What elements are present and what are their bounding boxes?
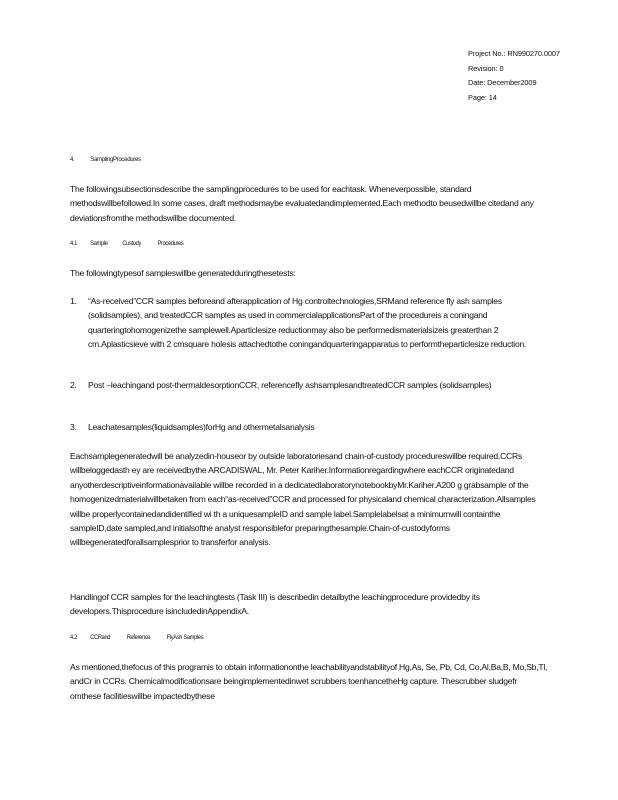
list-item-text: “As-received”CCR samples beforeand afterapplication of Hg controltechnologies,SRMand reference fly ash samples (solidsamples), and treatedCCR samples as used in commercialapplicationsPart of the procedureis a coningand quarteringtohomogenizethe samplewell.Aparticlesize reductionmay also be performedismaterialsizeis greaterthan 2 cm.Aplasticsieve with 2 cmsquare holesis attachedtothe coningandquarteringapparatus to performtheparticlesize reduction. — [88, 296, 527, 350]
section-heading-4 — [70, 156, 141, 163]
section-4-2-paragraph: As mentioned,thefocus of this programis to obtain informationonthe leachabilityandstabilityof Hg,As, Se, Pb, Cd, Co,Al,Ba,B, Mo,Sb,Tl, andCr in CCRs. Chemicalmodificationsare beingimplementedinwet scrubbers toenhancetheHg capture. Thescrubber sludgefr omthese facilitieswillbe impactedbythese — [70, 662, 548, 701]
heading-word: Sample — [90, 240, 108, 247]
page-number: Page: 14 — [468, 92, 497, 102]
section-4-1-paragraph-2: Handlingof CCR samples for the leachingtests (Task III) is describedin detailbythe leachingprocedure providedby its developers.Thisprocedure isincludedinAppendixA. — [70, 592, 480, 617]
date: Date: December2009 — [468, 78, 537, 87]
list-item — [70, 294, 548, 352]
list-item-number: 3. — [70, 422, 77, 432]
list-item — [70, 378, 548, 392]
page-header — [468, 47, 560, 105]
section-4-1-intro: The followingtypesof sampleswillbe generatedduringthesetests: — [70, 268, 296, 278]
section-4-1-paragraph-1: Eachsamplegeneratedwill be analyzedin-houseor by outside laboratoriesand chain-of-custody procedureswillbe required.CCRs willbeloggedasth ey are receivedbythe ARCADISWAL, Mr. Peter Kariher.Informationregardingwhere eachCCR originatedand anyotherdescriptiveinformationavailable willbe recorded in a dedicatedlaboratorynotebookbyMr.Kariher.A200 g grabsample of the homogenizedmaterialwillbetaken from each“as-received”CCR and processed for physicaland chemical characterization.Allsamples willbe properlycontainedandidentified wi th a uniquesampleID and sample label.Samplelabelsat a minimumwill containthe sampleID,date sampled,and initialsofthe analyst responsiblefor preparingthesample.Chain-of-custodyforms willbegeneratedforallsamplesprior to transferfor analysis. — [70, 451, 536, 548]
heading-word: FlyAsh Samples — [166, 634, 204, 641]
subsection-number: 4.2 — [70, 634, 77, 641]
section-4-intro: The followingsubsectionsdescribe the samplingprocedures to be used for eachtask. Wheneverpossible, standard methodswillbefollowed.In some cases, draft methodsmaybe evaluatedandimplemented.Each methodto beusedwillbe citedand any deviationsfromthe methodswillbe documented. — [70, 184, 534, 223]
project-number: Project No.: RN990270.0007 — [468, 49, 560, 58]
list-item-text: Post –leachingand post-thermaldesorptionCCR, referencefly ashsamplesandtreatedCCR samples (solidsamples) — [88, 380, 492, 390]
list-item-number: 2. — [70, 380, 77, 390]
revision: Revision: 0 — [468, 63, 504, 73]
section-title: SamplingProcedures — [90, 156, 141, 163]
heading-word: CCRand — [90, 634, 111, 641]
list-item-number: 1. — [70, 296, 77, 306]
heading-word: Procedures — [157, 240, 184, 247]
heading-word: Reference — [126, 634, 151, 641]
list-item-text: Leachatesamples(liquidsamples)forHg and othermetalsanalysis — [88, 422, 315, 432]
section-number: 4. — [70, 156, 75, 163]
section-heading-4-2 — [70, 634, 203, 641]
subsection-number: 4.1 — [70, 240, 77, 247]
list-item — [70, 420, 548, 434]
section-heading-4-1 — [70, 240, 183, 247]
heading-word: Custody — [122, 240, 141, 247]
